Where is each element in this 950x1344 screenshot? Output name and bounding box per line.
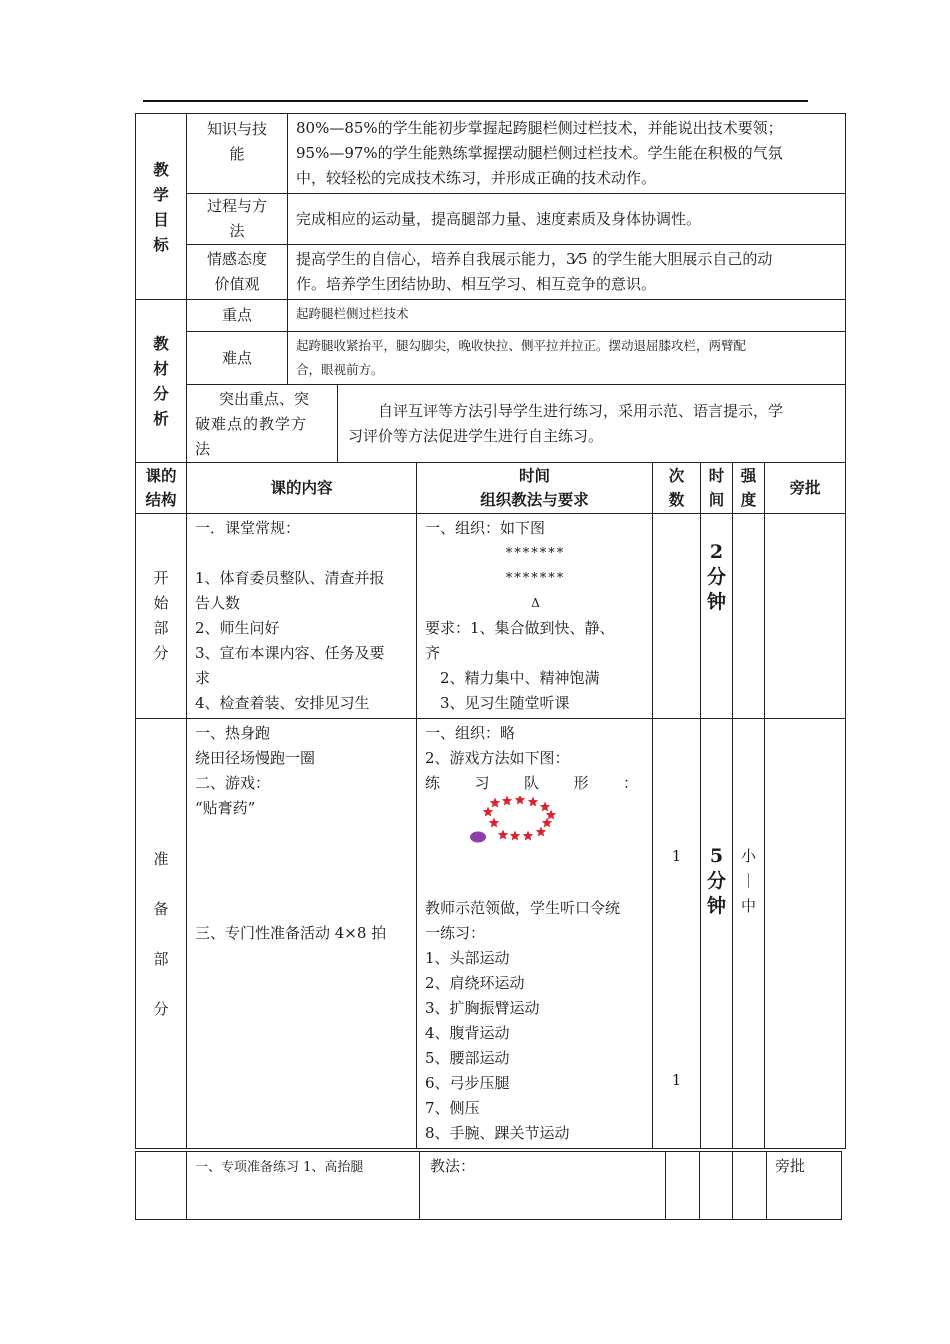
start-section-label: 开 始 部 分 [136,514,187,719]
key-point-label: 重点 [187,300,288,332]
next-organization: 教法： [420,1152,666,1220]
student-star-6 [483,807,493,817]
prep-organization: 一、组织：略 2、游戏方法如下图： 练 习 队 形 ： 教师示范领做，学生听口令统 一练习： 1、头部运动 2、肩绕环运动 3、扩胸振臂运动 4、腹背运动 5、腰部运动 6、弓步压腿 7、侧压 8、手腕、踝关节运动 [417,719,653,1149]
prep-content: 一、热身跑 绕田径场慢跑一圈 二、游戏： “贴膏药” 三、专门性准备活动 4×8 拍 [187,719,417,1149]
next-content: 一、专项准备练习 1、高抬腿 [187,1152,420,1220]
student-star-11 [523,831,533,841]
student-star-5 [540,802,550,812]
student-star-7 [546,810,556,820]
formation-caption: 练 习 队 形 ： [425,774,638,792]
analysis-label: 教 材 分 析 [136,300,187,463]
header-remark: 旁批 [765,463,846,514]
objectives-label: 教 学 目 标 [136,114,187,300]
header-count: 次 数 [653,463,701,514]
difficulty-content: 起跨腿收紧抬平，腿勾脚尖，晚收快拉、侧平拉并拉正。摆动退屈膝攻栏，两臂配 合，眼视前方。 [288,332,846,385]
next-count [666,1152,700,1220]
key-point-content: 起跨腿栏侧过栏技术 [288,300,846,332]
start-content: 一．课堂常规： 1、体育委员整队、清查并报 告人数 2、师生问好 3、宣布本课内容、任务及要 求 4、检查着装、安排见习生 [187,514,417,719]
formation-row-2: ******* [505,571,566,586]
prep-section-label: 准 备 部 分 [136,719,187,1149]
header-content: 课的内容 [187,463,417,514]
student-star-1 [490,798,500,808]
difficulty-label: 难点 [187,332,288,385]
objective-knowledge-content: 80%—85%的学生能初步掌握起跨腿栏侧过栏技术，并能说出技术要领； 95%—97%的学生能熟练掌握摆动腿栏侧过栏技术。学生能在积极的气氛 中，较轻松的完成技术练习，并形成正确的技术动作。 [288,114,846,194]
start-organization: 一、组织：如下图 ******* ******* Δ 要求：1、集合做到快、静、 齐 2、精力集中、精神饱满 3、见习生随堂听课 [417,514,653,719]
student-star-12 [510,831,520,841]
formation-row-1: ******* [505,546,566,561]
start-time: 2 分 钟 [701,514,733,719]
student-star-2 [502,796,512,805]
continuation-table [135,1151,842,1220]
student-star-8 [489,818,499,828]
objective-process-label: 过程与方 法 [187,194,288,245]
student-star-9 [542,818,552,828]
student-star-4 [528,797,538,807]
objective-emotion-content: 提高学生的自信心，培养自我展示能力，3⁄5 的学生能大胆展示自己的动 作。培养学生团结协助、相互学习、相互竞争的意识。 [288,245,846,300]
prep-time: 5 分 钟 [701,719,733,1149]
top-rule [143,100,808,102]
student-star-10 [536,827,546,837]
chaser-marker [470,832,486,843]
student-star-13 [498,830,508,840]
next-time [700,1152,733,1220]
next-intensity [733,1152,767,1220]
start-intensity [733,514,765,719]
header-organization: 时间 组织教法与要求 [417,463,653,514]
start-count [653,514,701,719]
next-remark: 旁批 [767,1152,842,1220]
objective-knowledge-label: 知识与技 能 [187,114,288,194]
prep-count: 1 1 [653,719,701,1149]
prep-remark [765,719,846,1149]
method-label: 突出重点、突 破难点的教学方 法 [187,385,338,463]
header-structure: 课的 结构 [136,463,187,514]
header-intensity: 强 度 [733,463,765,514]
lesson-plan-table [135,113,846,1149]
objective-emotion-label: 情感态度 价值观 [187,245,288,300]
student-star-3 [515,796,525,804]
prep-intensity: 小 ｜ 中 [733,719,765,1149]
game-formation-diagram [465,796,585,856]
objective-process-content: 完成相应的运动量，提高腿部力量、速度素质及身体协调性。 [288,194,846,245]
method-content: 自评互评等方法引导学生进行练习，采用示范、语言提示，学 习评价等方法促进学生进行自主练习。 [338,385,846,463]
next-structure [136,1152,187,1220]
teacher-marker: Δ [531,596,540,610]
start-remark [765,514,846,719]
header-time: 时 间 [701,463,733,514]
